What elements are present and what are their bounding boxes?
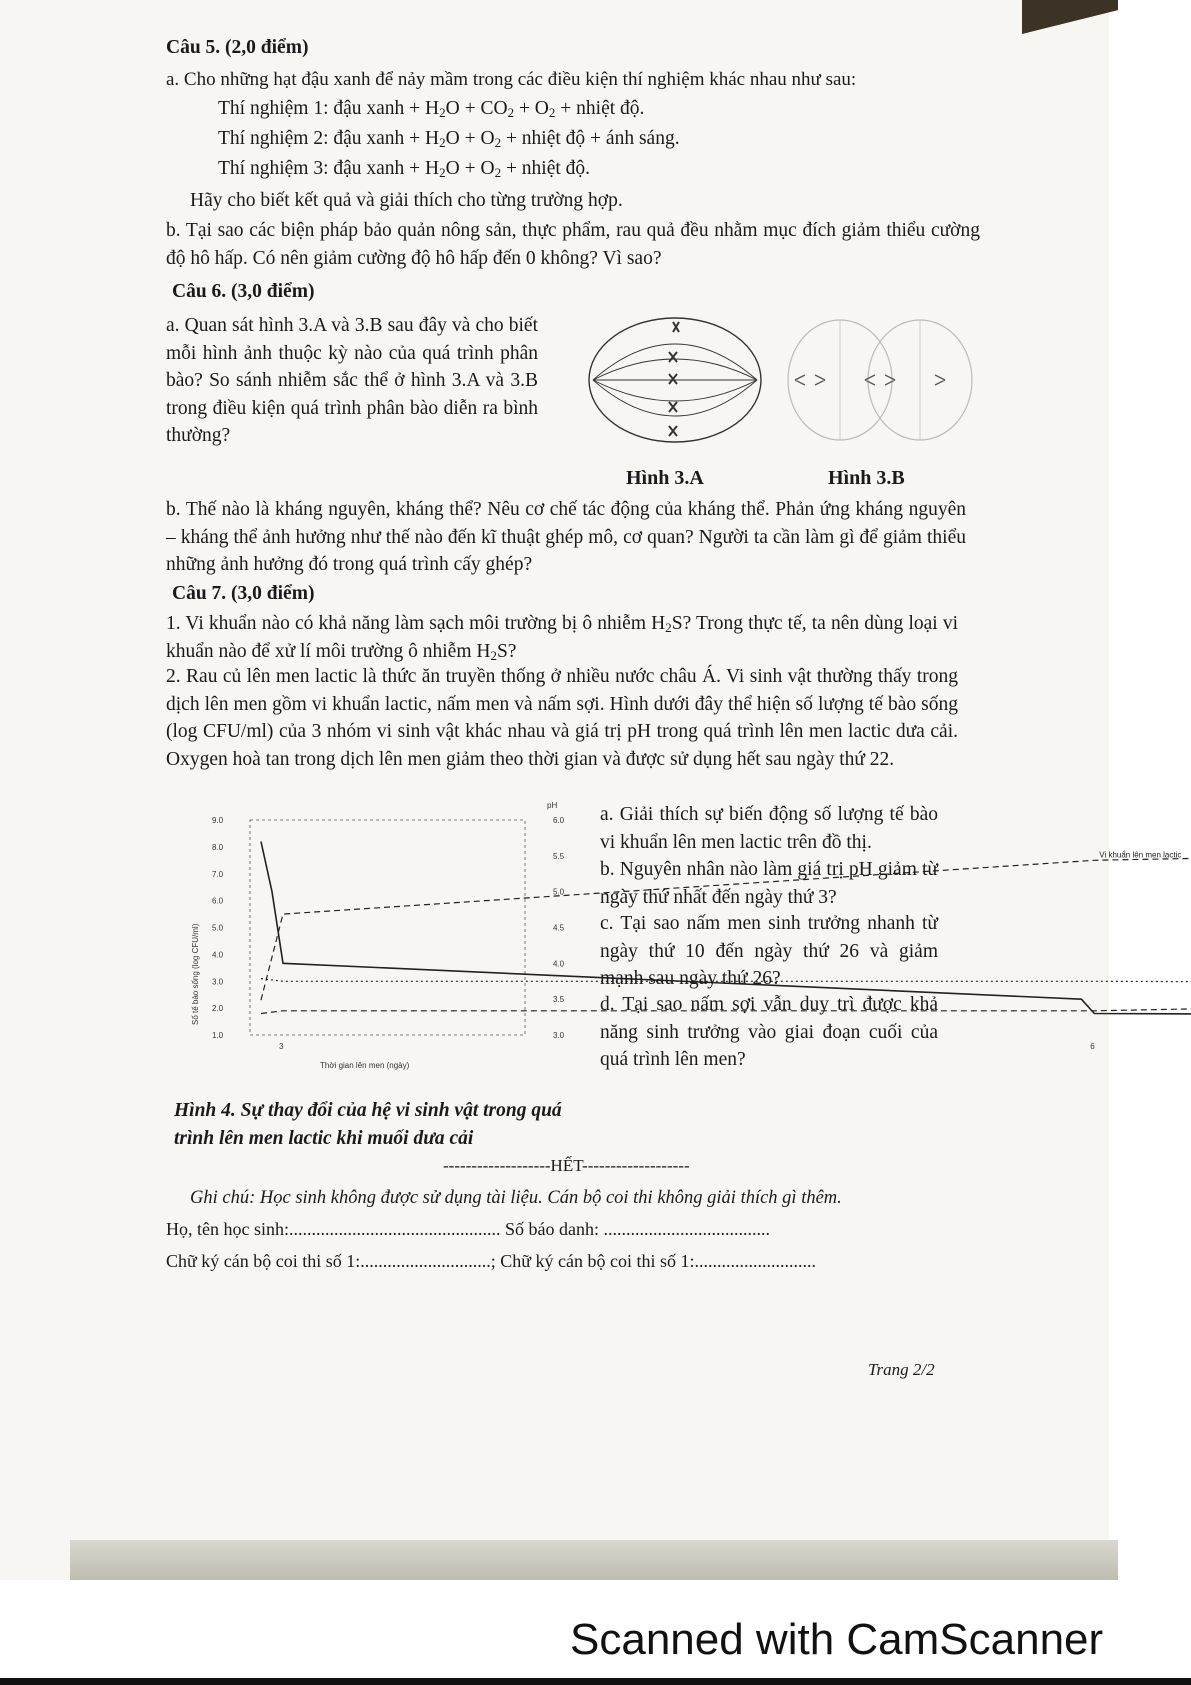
y2-tick-label: 4.0: [553, 959, 565, 969]
figure-3a-metaphase: [589, 318, 761, 442]
end-marker: -------------------HẾT-------------------: [443, 1156, 690, 1175]
y2-tick-label: 5.5: [553, 851, 565, 861]
question-6b: b. Thế nào là kháng nguyên, kháng thể? Nêu cơ chế tác động của kháng thể. Phản ứng kháng nguyên – kháng thể ảnh hưởng như thế nào đến kĩ thuật ghép mô, cơ quan? Người ta cần làm gì để giảm thiểu những ảnh hưởng đó trong quá trình cấy ghép?: [166, 499, 966, 575]
y-tick-label: 9.0: [212, 816, 224, 825]
question-5-title: Câu 5. (2,0 điểm): [166, 37, 309, 58]
experiment-1: Thí nghiệm 1: đậu xanh + $H_2O + CO_2 + O_2$ + nhiệt độ.: [218, 98, 645, 120]
bottom-bar: [0, 1678, 1191, 1685]
page-number: Trang 2/2: [868, 1360, 935, 1379]
figure-3a-caption: Hình 3.A: [626, 467, 704, 489]
y2-tick-label: 3.5: [553, 995, 565, 1005]
x-axis-label: Thời gian lên men (ngày): [320, 1061, 410, 1070]
y2-tick-label: 6.0: [553, 816, 565, 825]
question-7-2b: b. Nguyên nhân nào làm giá trị pH giảm từ ngày thứ nhất đến ngày thứ 3?: [600, 859, 938, 908]
y2-axis-label: pH: [547, 801, 558, 810]
question-7-2a: a. Giải thích sự biến động số lượng tế bào vi khuẩn lên men lactic trên đồ thị.: [600, 804, 938, 853]
question-7-title: Câu 7. (3,0 điểm): [172, 583, 315, 604]
y2-tick-label: 3.0: [553, 1031, 565, 1040]
question-6-title: Câu 6. (3,0 điểm): [172, 281, 315, 302]
x-tick-label: 6: [1090, 1042, 1095, 1051]
exam-note: Ghi chú: Học sinh không được sử dụng tài liệu. Cán bộ coi thi không giải thích gì thêm.: [190, 1188, 842, 1208]
question-7-2: 2. Rau củ lên men lactic là thức ăn truyền thống ở nhiều nước châu Á. Vi sinh vật thường thấy trong dịch lên men gồm vi khuẩn lactic, nấm men và nấm sợi. Hình dưới đây thể hiện số lượng tế bào sống (log CFU/ml) của 3 nhóm vi sinh vật khác nhau và giá trị pH trong quá trình lên men lactic dưa cải. Oxygen hoà tan trong dịch lên men giảm theo thời gian và được sử dụng hết sau ngày thứ 22.: [166, 666, 958, 770]
y-tick-label: 6.0: [212, 896, 224, 906]
camscanner-watermark: Scanned with CamScanner: [570, 1615, 1104, 1664]
question-7-2c: c. Tại sao nấm men sinh trưởng nhanh từ ngày thứ 10 đến ngày thứ 26 và giảm mạnh sau ngày thứ 26?: [600, 913, 938, 989]
question-7-1: 1. Vi khuẩn nào có khả năng làm sạch môi trường bị ô nhiễm $H_2S$? Trong thực tế, ta nên dùng loại vi khuẩn nào để xử lí môi trường ô nhiễm $H_2S$?: [166, 613, 958, 663]
figure-3-cells: [585, 308, 980, 458]
experiment-2: Thí nghiệm 2: đậu xanh + $H_2O + O_2$ + nhiệt độ + ánh sáng.: [218, 128, 680, 150]
y-tick-label: 8.0: [212, 842, 224, 852]
proctor-signature-line: Chữ ký cán bộ coi thi số 1:.............................; Chữ ký cán bộ coi thi số 1:...........................: [166, 1251, 816, 1271]
figure-4-caption: Hình 4. Sự thay đổi của hệ vi sinh vật trong quá trình lên men lactic khi muối dưa cải: [174, 1100, 562, 1149]
scan-margin: [1109, 0, 1191, 1580]
y-tick-label: 7.0: [212, 869, 224, 879]
student-info-line: Họ, tên học sinh:............................................... Số báo danh: .....................................: [166, 1219, 770, 1239]
y-tick-label: 3.0: [212, 977, 224, 987]
question-6a: a. Quan sát hình 3.A và 3.B sau đây và cho biết mỗi hình ảnh thuộc kỳ nào của quá trình phân bào? So sánh nhiễm sắc thể ở hình 3.A và 3.B trong điều kiện quá trình phân bào diễn ra bình thường?: [166, 315, 538, 446]
y2-tick-label: 5.0: [553, 887, 565, 897]
scan-edge: [70, 1540, 1118, 1580]
question-7-2d: d. Tại sao nấm sợi vẫn duy trì được khả năng sinh trưởng vào giai đoạn cuối của quá trình lên men?: [600, 994, 938, 1070]
y2-tick-label: 4.5: [553, 923, 565, 933]
question-5b: b. Tại sao các biện pháp bảo quản nông sản, thực phẩm, rau quả đều nhằm mục đích giảm thiểu cường độ hô hấp. Có nên giảm cường độ hô hấp đến 0 không? Vì sao?: [166, 220, 980, 269]
series-label: Vi khuẩn lên men lactic: [1099, 850, 1182, 860]
y-tick-label: 2.0: [212, 1004, 224, 1014]
figure-3b-anaphase: [788, 320, 972, 440]
y-tick-label: 5.0: [212, 923, 224, 933]
question-5a-intro: a. Cho những hạt đậu xanh để nảy mầm trong các điều kiện thí nghiệm khác nhau như sau:: [166, 69, 857, 90]
y-tick-label: 1.0: [212, 1031, 224, 1040]
plot-frame: [250, 820, 525, 1035]
question-5a-ask: Hãy cho biết kết quả và giải thích cho từng trường hợp.: [190, 190, 623, 211]
y-axis-label: Số tế bào sống (log CFU/ml): [191, 923, 200, 1025]
x-tick-label: 3: [279, 1042, 284, 1051]
figure-3b-caption: Hình 3.B: [828, 467, 905, 489]
y-tick-label: 4.0: [212, 950, 224, 960]
experiment-3: Thí nghiệm 3: đậu xanh + $H_2O + O_2$ + nhiệt độ.: [218, 158, 591, 180]
